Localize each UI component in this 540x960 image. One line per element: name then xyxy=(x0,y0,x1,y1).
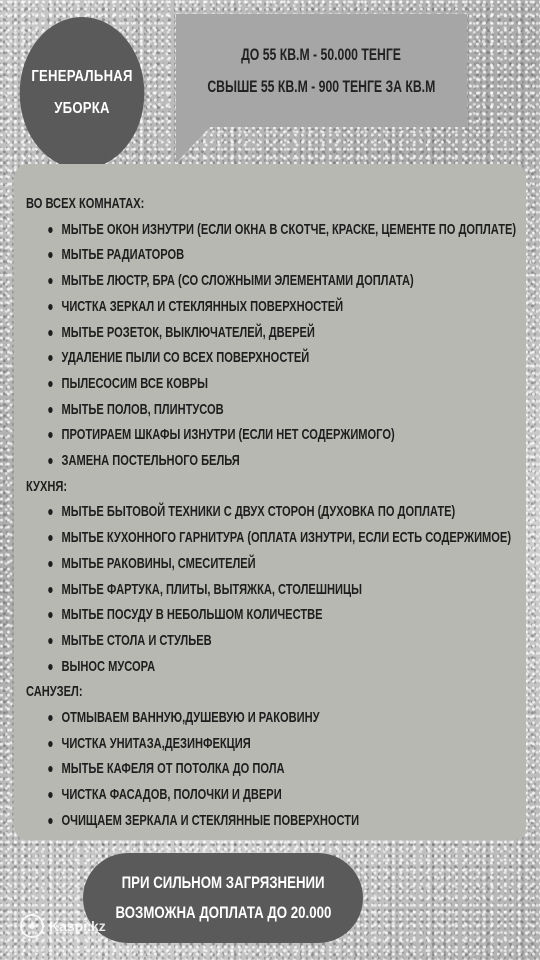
service-title-line2: УБОРКА xyxy=(54,100,110,117)
surcharge-notice xyxy=(83,853,363,943)
surcharge-notice-line1: ПРИ СИЛЬНОМ ЗАГРЯЗНЕНИИ xyxy=(121,873,325,892)
list-item: ЧИСТКА ФАСАДОВ, ПОЛОЧКИ И ДВЕРИ xyxy=(48,782,511,808)
list-item: ЧИСТКА ЗЕРКАЛ И СТЕКЛЯННЫХ ПОВЕРХНОСТЕЙ xyxy=(48,294,511,320)
list-item: ПЫЛЕСОСИМ ВСЕ КОВРЫ xyxy=(48,371,511,397)
section-heading-bathroom: САНУЗЕЛ: xyxy=(26,683,83,701)
price-line-1: ДО 55 КВ.М - 50.000 ТЕНГЕ xyxy=(241,44,402,64)
kaspi-watermark xyxy=(20,914,106,938)
list-item: ВЫНОС МУСОРА xyxy=(48,654,511,680)
price-box-tail xyxy=(176,127,210,163)
service-title-line1: ГЕНЕРАЛЬНАЯ xyxy=(31,68,133,85)
rooms-list xyxy=(26,217,517,474)
list-item: ЗАМЕНА ПОСТЕЛЬНОГО БЕЛЬЯ xyxy=(48,448,511,474)
list-item: МЫТЬЕ БЫТОВОЙ ТЕХНИКИ С ДВУХ СТОРОН (ДУХОВКА ПО ДОПЛАТЕ) xyxy=(48,499,511,525)
list-item: МЫТЬЕ РАДИАТОРОВ xyxy=(48,242,511,268)
watermark-text: Kaspi.kz xyxy=(49,918,106,934)
services-list-panel xyxy=(14,164,526,840)
list-item: УДАЛЕНИЕ ПЫЛИ СО ВСЕХ ПОВЕРХНОСТЕЙ xyxy=(48,345,511,371)
list-item: МЫТЬЕ ФАРТУКА, ПЛИТЫ, ВЫТЯЖКА, СТОЛЕШНИЦЫ xyxy=(48,577,511,603)
kaspi-logo-icon xyxy=(20,914,44,938)
list-item: ОТМЫВАЕМ ВАННУЮ,ДУШЕВУЮ И РАКОВИНУ xyxy=(48,705,511,731)
bathroom-list xyxy=(26,705,511,834)
surcharge-notice-line2: ВОЗМОЖНА ДОПЛАТА ДО 20.000 xyxy=(115,903,331,922)
list-item: ЧИСТКА УНИТАЗА,ДЕЗИНФЕКЦИЯ xyxy=(48,731,511,757)
list-item: МЫТЬЕ КАФЕЛЯ ОТ ПОТОЛКА ДО ПОЛА xyxy=(48,756,511,782)
list-item: ОЧИЩАЕМ ЗЕРКАЛА И СТЕКЛЯННЫЕ ПОВЕРХНОСТИ xyxy=(48,808,511,834)
list-item: МЫТЬЕ РОЗЕТОК, ВЫКЛЮЧАТЕЛЕЙ, ДВЕРЕЙ xyxy=(48,320,511,346)
list-item: МЫТЬЕ ЛЮСТР, БРА (СО СЛОЖНЫМИ ЭЛЕМЕНТАМИ ДОПЛАТА) xyxy=(48,268,511,294)
list-item: МЫТЬЕ СТОЛА И СТУЛЬЕВ xyxy=(48,628,511,654)
kitchen-list xyxy=(26,499,511,679)
section-heading-rooms: ВО ВСЕХ КОМНАТАХ: xyxy=(26,195,145,212)
list-item: МЫТЬЕ ПОСУДУ В НЕБОЛЬШОМ КОЛИЧЕСТВЕ xyxy=(48,602,511,628)
section-heading-kitchen: КУХНЯ: xyxy=(26,477,68,495)
price-line-2: СВЫШЕ 55 КВ.М - 900 ТЕНГЕ ЗА КВ.М xyxy=(207,76,436,96)
list-item: МЫТЬЕ КУХОННОГО ГАРНИТУРА (ОПЛАТА ИЗНУТРИ, ЕСЛИ ЕСТЬ СОДЕРЖИМОЕ) xyxy=(48,525,511,551)
price-box xyxy=(176,14,467,127)
list-item: ПРОТИРАЕМ ШКАФЫ ИЗНУТРИ (ЕСЛИ НЕТ СОДЕРЖИМОГО) xyxy=(48,422,511,448)
list-item: МЫТЬЕ ОКОН ИЗНУТРИ (ЕСЛИ ОКНА В СКОТЧЕ, КРАСКЕ, ЦЕМЕНТЕ ПО ДОПЛАТЕ) xyxy=(48,217,511,243)
service-title-badge xyxy=(20,17,145,169)
list-item: МЫТЬЕ РАКОВИНЫ, СМЕСИТЕЛЕЙ xyxy=(48,551,511,577)
services-list xyxy=(26,191,517,834)
list-item: МЫТЬЕ ПОЛОВ, ПЛИНТУСОВ xyxy=(48,397,511,423)
